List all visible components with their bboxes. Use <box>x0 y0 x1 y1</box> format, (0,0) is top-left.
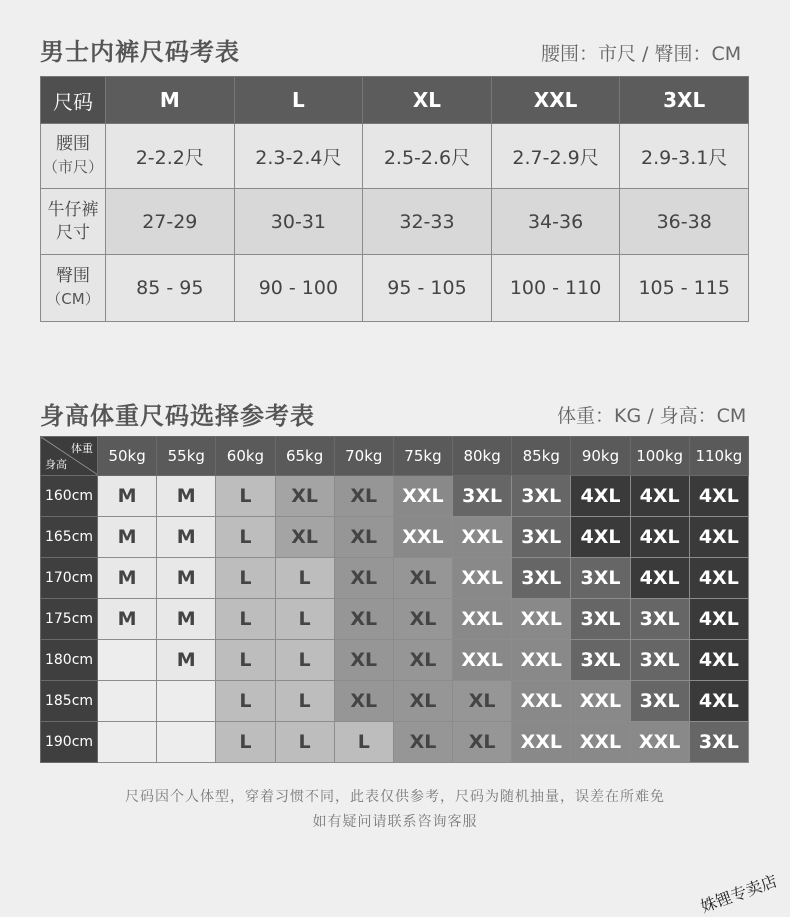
footer-disclaimer: 尺码因个人体型，穿着习惯不同，此表仅供参考，尺码为随机抽量，误差在所难免 <box>125 789 665 805</box>
row-label-line: 臀围 <box>56 266 90 286</box>
height-row-label: 185cm <box>41 681 98 722</box>
size-col-xl: XL <box>363 77 492 124</box>
table-cell: 95 - 105 <box>363 255 492 322</box>
table-row <box>41 476 749 517</box>
size-cell: XXL <box>571 681 630 722</box>
size-table-title: 男士内裤尺码考表 <box>40 38 240 66</box>
size-cell: XXL <box>512 722 571 763</box>
size-table-unit-note: 腰围：市尺 / 臀围：CM <box>541 43 742 65</box>
table-cell: 2.5-2.6尺 <box>363 124 492 189</box>
size-cell: L <box>334 722 393 763</box>
size-cell: 3XL <box>453 476 512 517</box>
corner-height-label: 身高 <box>45 458 67 471</box>
size-cell <box>98 681 157 722</box>
size-cell: XL <box>393 640 452 681</box>
waist-row <box>41 124 749 189</box>
table-cell: 105 - 115 <box>620 255 749 322</box>
weight-col-header: 75kg <box>393 437 452 476</box>
size-cell: XL <box>275 476 334 517</box>
size-cell: XXL <box>512 640 571 681</box>
height-weight-size-table <box>40 436 749 763</box>
size-col-3xl: 3XL <box>620 77 749 124</box>
table-row <box>41 722 749 763</box>
size-cell: 3XL <box>512 558 571 599</box>
table-row <box>41 681 749 722</box>
table-cell: 36-38 <box>620 189 749 255</box>
size-cell: M <box>98 517 157 558</box>
row-label-unit: （市尺） <box>42 158 103 176</box>
row-label-line: 腰围 <box>56 134 90 154</box>
size-cell: XL <box>334 517 393 558</box>
size-cell: M <box>157 640 216 681</box>
weight-col-header: 55kg <box>157 437 216 476</box>
size-cell: XXL <box>453 517 512 558</box>
corner-weight-label: 体重 <box>71 442 93 455</box>
size-cell: XL <box>393 722 452 763</box>
size-cell: XXL <box>512 599 571 640</box>
size-corner-label: 尺码 <box>41 77 106 124</box>
weight-header-row <box>41 437 749 476</box>
footer-contact-note: 如有疑问请联系咨询客服 <box>312 814 478 830</box>
table-cell: 2.3-2.4尺 <box>234 124 363 189</box>
size-cell: 4XL <box>689 681 748 722</box>
table-cell: 85 - 95 <box>106 255 235 322</box>
weight-col-header: 100kg <box>630 437 689 476</box>
size-cell: 4XL <box>689 599 748 640</box>
table-row <box>41 599 749 640</box>
size-cell <box>98 722 157 763</box>
size-cell: XXL <box>453 558 512 599</box>
size-cell: XXL <box>630 722 689 763</box>
row-label-unit: （CM） <box>46 290 100 308</box>
weight-col-header: 85kg <box>512 437 571 476</box>
size-cell: L <box>275 599 334 640</box>
size-cell: XL <box>334 476 393 517</box>
size-cell: 3XL <box>630 681 689 722</box>
size-cell: 3XL <box>571 558 630 599</box>
size-cell: XXL <box>571 722 630 763</box>
size-cell: 3XL <box>630 599 689 640</box>
height-row-label: 180cm <box>41 640 98 681</box>
table-row <box>41 558 749 599</box>
size-cell: L <box>216 722 275 763</box>
size-cell: 4XL <box>630 517 689 558</box>
size-cell: L <box>275 681 334 722</box>
size-cell: M <box>98 476 157 517</box>
size-cell: M <box>157 558 216 599</box>
size-cell: XL <box>334 558 393 599</box>
height-row-label: 190cm <box>41 722 98 763</box>
size-col-m: M <box>106 77 235 124</box>
table-cell: 27-29 <box>106 189 235 255</box>
table-cell: 2-2.2尺 <box>106 124 235 189</box>
table-cell: 90 - 100 <box>234 255 363 322</box>
table-cell: 34-36 <box>491 189 620 255</box>
size-cell: XL <box>275 517 334 558</box>
row-label-line: 牛仔裤 <box>47 199 99 220</box>
jeans-row <box>41 189 749 255</box>
size-cell: XL <box>334 640 393 681</box>
size-cell: M <box>157 517 216 558</box>
size-cell: XXL <box>453 599 512 640</box>
size-cell: XL <box>334 681 393 722</box>
weight-col-header: 70kg <box>334 437 393 476</box>
size-cell: L <box>216 599 275 640</box>
row-label-waist <box>41 124 106 189</box>
weight-col-header: 65kg <box>275 437 334 476</box>
table-row <box>41 640 749 681</box>
size-cell: XXL <box>393 476 452 517</box>
size-cell: 4XL <box>689 640 748 681</box>
hip-row <box>41 255 749 322</box>
size-cell: 4XL <box>689 517 748 558</box>
row-label-jeans <box>41 189 106 255</box>
size-cell: XL <box>453 681 512 722</box>
underwear-size-table <box>40 76 749 322</box>
size-cell: L <box>275 640 334 681</box>
table-cell: 2.9-3.1尺 <box>620 124 749 189</box>
size-cell: M <box>98 599 157 640</box>
size-cell: L <box>216 558 275 599</box>
size-cell: 3XL <box>571 640 630 681</box>
size-cell: XL <box>393 681 452 722</box>
size-cell: 4XL <box>689 476 748 517</box>
table-cell: 100 - 110 <box>491 255 620 322</box>
size-col-l: L <box>234 77 363 124</box>
weight-col-header: 90kg <box>571 437 630 476</box>
size-cell: M <box>157 476 216 517</box>
height-row-label: 175cm <box>41 599 98 640</box>
size-cell: 4XL <box>630 558 689 599</box>
height-weight-table-title: 身高体重尺码选择参考表 <box>40 402 315 430</box>
size-cell: L <box>216 640 275 681</box>
size-col-xxl: XXL <box>491 77 620 124</box>
size-cell: XXL <box>393 517 452 558</box>
table-corner-cell <box>41 437 98 476</box>
shop-name-stamp: 姝锂专卖店 <box>697 871 780 917</box>
size-cell: M <box>157 599 216 640</box>
table-cell: 2.7-2.9尺 <box>491 124 620 189</box>
weight-col-header: 50kg <box>98 437 157 476</box>
size-cell: XXL <box>453 640 512 681</box>
size-cell: 3XL <box>512 476 571 517</box>
height-row-label: 160cm <box>41 476 98 517</box>
size-cell: 3XL <box>630 640 689 681</box>
size-cell: XL <box>393 558 452 599</box>
size-cell <box>157 681 216 722</box>
table-cell: 32-33 <box>363 189 492 255</box>
size-cell: 3XL <box>571 599 630 640</box>
size-cell: XL <box>334 599 393 640</box>
size-cell <box>157 722 216 763</box>
weight-col-header: 60kg <box>216 437 275 476</box>
size-cell: L <box>275 722 334 763</box>
size-cell: 4XL <box>571 517 630 558</box>
size-cell: 3XL <box>689 722 748 763</box>
size-cell: 4XL <box>630 476 689 517</box>
height-weight-unit-note: 体重：KG / 身高：CM <box>557 405 747 427</box>
size-header-row <box>41 77 749 124</box>
height-row-label: 165cm <box>41 517 98 558</box>
height-row-label: 170cm <box>41 558 98 599</box>
size-cell: L <box>216 681 275 722</box>
size-cell: M <box>98 558 157 599</box>
table-row <box>41 517 749 558</box>
row-label-hip <box>41 255 106 322</box>
size-cell <box>98 640 157 681</box>
size-cell: L <box>216 476 275 517</box>
size-cell: XXL <box>512 681 571 722</box>
size-cell: XL <box>453 722 512 763</box>
size-cell: 4XL <box>571 476 630 517</box>
size-cell: L <box>216 517 275 558</box>
weight-col-header: 110kg <box>689 437 748 476</box>
size-cell: XL <box>393 599 452 640</box>
size-cell: 4XL <box>689 558 748 599</box>
table-cell: 30-31 <box>234 189 363 255</box>
weight-col-header: 80kg <box>453 437 512 476</box>
row-label-unit: 尺寸 <box>56 222 90 243</box>
size-cell: L <box>275 558 334 599</box>
size-cell: 3XL <box>512 517 571 558</box>
